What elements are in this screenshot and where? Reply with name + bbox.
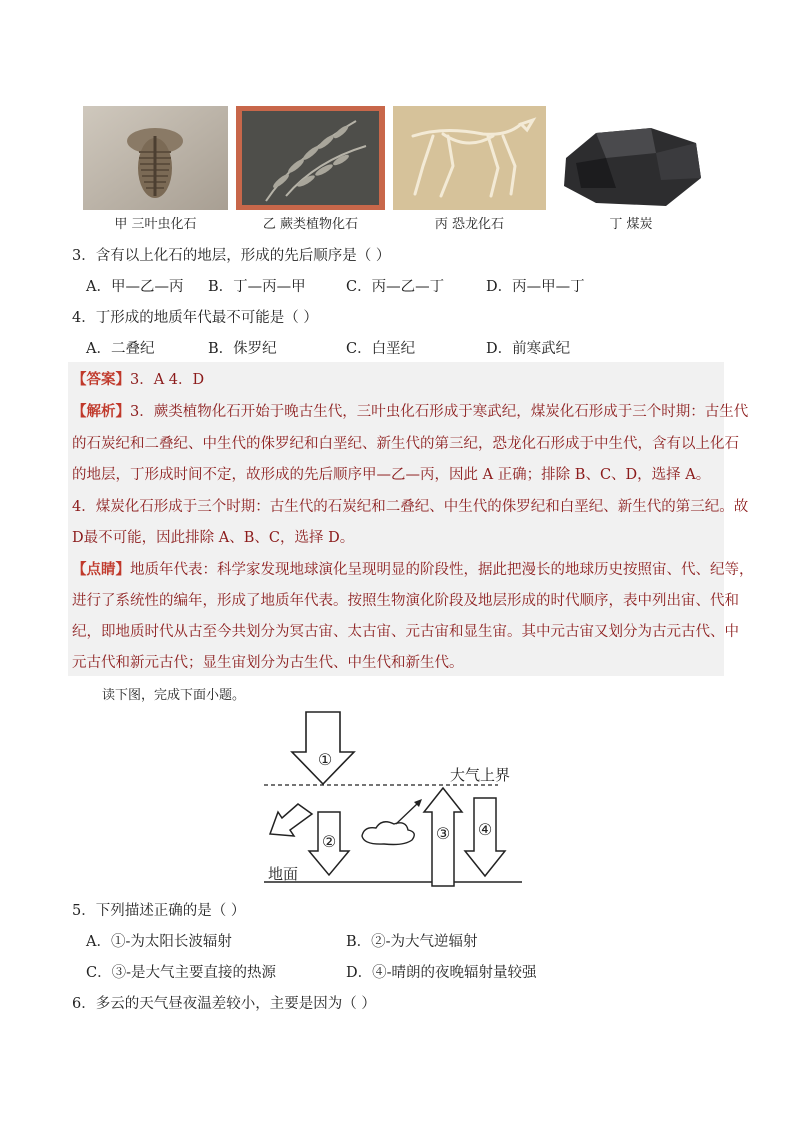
analysis-line-4: 4．煤炭化石形成于三个时期：古生代的石炭纪和二叠纪、中生代的侏罗纪和白垩纪、新生代的第三纪。故: [72, 499, 749, 515]
marker-4: ④: [477, 820, 493, 839]
answer-text: 3．A 4．D: [130, 372, 205, 388]
label-top-atmosphere: 大气上界: [450, 766, 511, 784]
fossil-caption-2: 乙 蕨类植物化石: [262, 217, 359, 232]
marker-2: ②: [321, 832, 337, 851]
fossil-caption-3: 丙 恐龙化石: [434, 217, 505, 232]
atmosphere-radiation-diagram: [260, 708, 530, 888]
point-text-1: 地质年代表：科学家发现地球演化呈现明显的阶段性，据此把漫长的地球历史按照宙、代、纪等，: [130, 562, 754, 578]
trilobite-fossil-image: [83, 106, 228, 210]
analysis-tag: 【解析】: [72, 403, 130, 420]
coal-image: [556, 118, 706, 210]
q5-option-d: D．④-晴朗的夜晚辐射量较强: [346, 965, 537, 981]
marker-3: ③: [435, 824, 451, 843]
q5-option-c: C．③-是大气主要直接的热源: [86, 965, 276, 981]
analysis-line-2: 的石炭纪和二叠纪、中生代的侏罗纪和白垩纪、新生代的第三纪，恐龙化石形成于中生代，含有以上化石: [72, 436, 739, 452]
point-line-3: 纪，即地质时代从古至今共划分为冥古宙、太古宙、元古宙和显生宙。其中元古宙又划分为古元古代、中: [72, 624, 739, 640]
point-line-2: 进行了系统性的编年，形成了地质年代表。按照生物演化阶段及地层形成的时代顺序，表中列出宙、代和: [72, 593, 739, 609]
q4-option-a: A．二叠纪: [86, 341, 155, 357]
point-line-1: [72, 560, 754, 580]
label-ground: 地面: [268, 865, 299, 883]
question-6-stem: 6．多云的天气昼夜温差较小，主要是因为（ ）: [72, 996, 376, 1012]
q4-option-c: C．白垩纪: [346, 341, 416, 357]
question-4-stem: 4．丁形成的地质年代最不可能是（ ）: [72, 310, 318, 326]
answer-line: [72, 370, 204, 390]
fossil-caption-1: 甲 三叶虫化石: [114, 217, 197, 232]
analysis-text-1: 3．蕨类植物化石开始于晚古生代，三叶虫化石形成于寒武纪，煤炭化石形成于三个时期：古生代: [130, 404, 749, 420]
q4-option-b: B．侏罗纪: [208, 341, 277, 357]
q3-option-b: B．丁—丙—甲: [208, 279, 306, 295]
marker-1: ①: [317, 750, 333, 769]
dinosaur-fossil-image: [393, 106, 546, 210]
analysis-line-3: 的地层，丁形成时间不定，故形成的先后顺序甲—乙—丙，因此 A 正确；排除 B、C、D，选择 A。: [72, 467, 711, 483]
q4-option-d: D．前寒武纪: [486, 341, 571, 357]
point-tag: 【点睛】: [72, 561, 130, 578]
fern-fossil-image: [236, 106, 385, 210]
question-3-stem: 3．含有以上化石的地层，形成的先后顺序是（ ）: [72, 248, 391, 264]
q3-option-a: A．甲—乙—丙: [86, 279, 184, 295]
analysis-line-1: [72, 402, 748, 422]
fossil-caption-4: 丁 煤炭: [609, 217, 653, 232]
analysis-line-5: D最不可能，因此排除 A、B、C，选择 D。: [72, 530, 355, 546]
q5-option-a: A．①-为太阳长波辐射: [86, 934, 232, 950]
answer-tag: 【答案】: [72, 371, 130, 388]
question-5-stem: 5．下列描述正确的是（ ）: [72, 903, 246, 919]
q3-option-c: C．丙—乙—丁: [346, 279, 445, 295]
point-line-4: 元古代和新元古代；显生宙划分为古生代、中生代和新生代。: [72, 655, 464, 671]
q5-option-b: B．②-为大气逆辐射: [346, 934, 478, 950]
q3-option-d: D．丙—甲—丁: [486, 279, 585, 295]
diagram-intro: 读下图，完成下面小题。: [102, 688, 246, 703]
